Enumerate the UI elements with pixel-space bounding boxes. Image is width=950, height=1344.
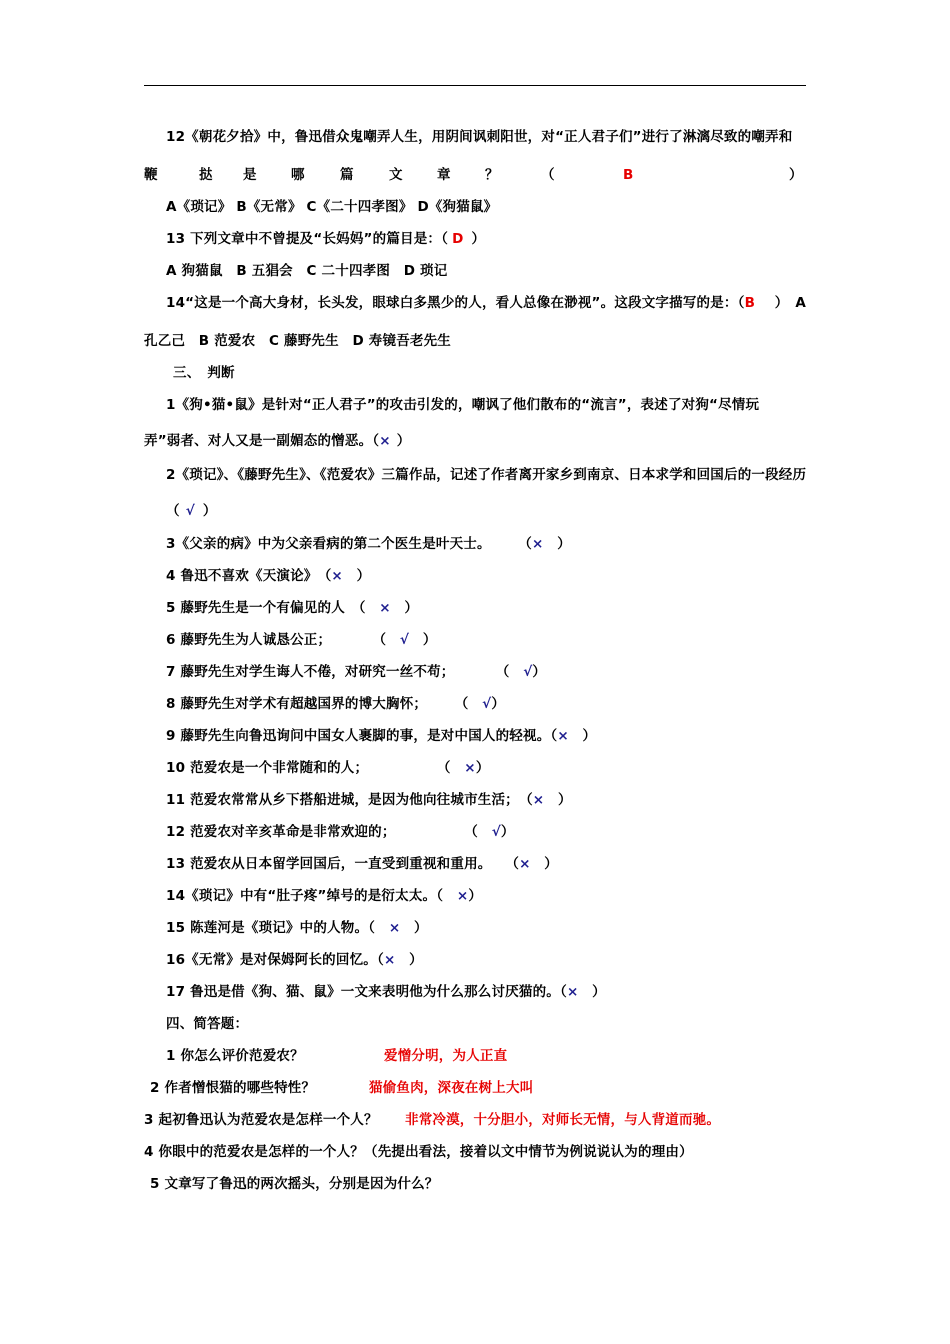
short-answer-3-answer: 非常冷漠，十分胆小，对师长无情，与人背道而驰。	[405, 1112, 721, 1128]
judgment-mark: ×	[532, 792, 545, 808]
judgment-close: ）	[390, 600, 419, 616]
judgment-open: （	[166, 503, 180, 519]
q12-char: 篇	[340, 167, 354, 183]
q14-answer: B	[744, 295, 756, 311]
q14-close: ） A	[774, 295, 806, 311]
judgment-text: 17 鲁迅是借《狗、猫、鼠》一文来表明他为什么那么讨厌猫的。（	[166, 984, 567, 1000]
q12-char: （	[541, 167, 555, 183]
judgment-item	[166, 759, 490, 777]
judgment-close: ）	[202, 503, 217, 519]
q12-options: A《琐记》 B《无常》 C《二十四孝图》 D《狗猫鼠》	[166, 199, 498, 215]
judgment-item	[166, 887, 482, 905]
judgment-mark: √	[491, 824, 501, 840]
q13-answer: D	[452, 231, 464, 247]
judgment-item	[166, 983, 606, 1001]
q12-char: 哪	[291, 167, 305, 183]
judgment-close: ）	[409, 632, 437, 648]
judgment-text: 14《琐记》中有“肚子疼”绰号的是衍太太。（	[166, 888, 457, 904]
short-answer-2-question: 2 作者憎恨猫的哪些特性？	[150, 1080, 316, 1096]
judgment-item	[166, 567, 370, 585]
header-rule	[144, 85, 806, 86]
judgment-close: ）	[475, 760, 490, 776]
judgment-close: ）	[500, 824, 515, 840]
judgment-mark: √	[185, 503, 195, 519]
judgment-item	[166, 791, 572, 809]
q13-close: ）	[471, 231, 486, 247]
q12-char: 文	[389, 167, 403, 183]
q14-options: 孔乙己 B 范爱农 C 藤野先生 D 寿镜吾老先生	[144, 333, 452, 349]
q12-answer: B	[623, 167, 634, 183]
judgment-mark: ×	[379, 600, 391, 616]
q13-options: A 狗猫鼠 B 五猖会 C 二十四孝图 D 琐记	[166, 263, 448, 279]
q12-close: ）	[789, 167, 803, 183]
judgment-item	[166, 727, 596, 745]
judgment-text: 9 藤野先生向鲁迅询问中国女人裹脚的事，是对中国人的轻视。（	[166, 728, 558, 744]
judgment-item	[166, 855, 558, 873]
judgment-1-line1: 1《狗•猫•鼠》是针对“正人君子”的攻击引发的，嘲讽了他们散布的“流言”，表述了对狗“尽情玩	[166, 397, 760, 413]
judgment-text: 5 藤野先生是一个有偏见的人 （	[166, 600, 380, 616]
judgment-2-line2	[166, 502, 217, 520]
short-answer-2-answer: 猫偷鱼肉，深夜在树上大叫	[369, 1080, 534, 1096]
judgment-mark: ×	[388, 920, 401, 936]
q12-line1: 12《朝花夕拾》中，鲁迅借众鬼嘲弄人生，用阴间讽刺阳世，对“正人君子们”进行了淋漓尽致的嘲弄和	[166, 129, 793, 145]
judgment-text: 16《无常》是对保姆阿长的回忆。（	[166, 952, 384, 968]
judgment-mark: √	[482, 696, 492, 712]
judgment-text: 8 藤野先生对学术有超越国界的博大胸怀； （	[166, 696, 483, 712]
judgment-mark: ×	[379, 433, 391, 449]
judgment-mark: √	[523, 664, 533, 680]
judgment-text: 3《父亲的病》中为父亲看病的第二个医生是叶天士。 （	[166, 536, 532, 552]
judgment-text: 15 陈莲河是《琐记》中的人物。（	[166, 920, 389, 936]
judgment-close: ）	[578, 984, 606, 1000]
judgment-item	[166, 535, 571, 553]
judgment-text: 6 藤野先生为人诚恳公正； （	[166, 632, 400, 648]
q13-text: 13 下列文章中不曾提及“长妈妈”的篇目是：（	[166, 231, 449, 247]
judgment-mark: ×	[464, 760, 476, 776]
judgment-close: ）	[568, 728, 597, 744]
judgment-text: 7 藤野先生对学生诲人不倦，对研究一丝不苟； （	[166, 664, 524, 680]
judgment-mark: ×	[519, 856, 531, 872]
judgment-text: 13 范爱农从日本留学回国后，一直受到重视和重用。 （	[166, 856, 520, 872]
q12-char: ？	[485, 167, 499, 183]
judgment-mark: ×	[532, 536, 544, 552]
short-answer-4-question: 4 你眼中的范爱农是怎样的一个人？（先提出看法，接着以文中情节为例说说认为的理由）	[144, 1144, 693, 1160]
q14-text: 14“这是一个高大身材，长头发，眼球白多黑少的人，看人总像在渺视”。这段文字描写的是：（	[166, 295, 745, 311]
short-answer-1-question: 1 你怎么评价范爱农？	[166, 1048, 304, 1064]
judgment-close: ）	[468, 888, 483, 904]
q12-char: 鞭	[144, 167, 158, 183]
q12-char: 挞	[199, 167, 213, 183]
section3-title: 三、 判断	[173, 365, 235, 381]
judgment-item	[166, 951, 423, 969]
judgment-item	[166, 823, 515, 841]
short-answer-5-question: 5 文章写了鲁迅的两次摇头，分别是因为什么？	[150, 1176, 439, 1192]
judgment-close: ）	[396, 433, 411, 449]
judgment-close: ）	[543, 536, 571, 552]
q14-line1	[166, 294, 806, 312]
judgment-2-line1: 2《琐记》、《藤野先生》、《范爱农》三篇作品，记述了作者离开家乡到南京、日本求学和回国后的一段经历	[166, 467, 807, 483]
judgment-item	[166, 631, 437, 649]
judgment-text: 11 范爱农常常从乡下搭船进城，是因为他向往城市生活； （	[166, 792, 533, 808]
q12-char: 是	[243, 167, 257, 183]
judgment-mark: √	[399, 632, 410, 648]
q12-char: 章	[437, 167, 451, 183]
judgment-close: ）	[491, 696, 506, 712]
judgment-close: ）	[532, 664, 547, 680]
judgment-mark: ×	[557, 728, 569, 744]
judgment-close: ）	[530, 856, 559, 872]
judgment-item	[166, 919, 428, 937]
judgment-1-line2	[144, 432, 410, 450]
judgment-text: 10 范爱农是一个非常随和的人； （	[166, 760, 465, 776]
judgment-mark: ×	[566, 984, 579, 1000]
judgment-item	[166, 599, 418, 617]
judgment-mark: ×	[331, 568, 343, 584]
judgment-mark: ×	[456, 888, 469, 904]
judgment-item	[166, 663, 546, 681]
short-answer-1-answer: 爱憎分明，为人正直	[384, 1048, 508, 1064]
q13	[166, 230, 485, 248]
judgment-mark: ×	[383, 952, 396, 968]
judgment-close: ）	[395, 952, 423, 968]
judgment-close: ）	[400, 920, 428, 936]
judgment-text: 12 范爱农对辛亥革命是非常欢迎的； （	[166, 824, 492, 840]
judgment-item	[166, 695, 505, 713]
judgment-text: 弄”弱者、对人又是一副媚态的憎恶。（	[144, 433, 380, 449]
judgment-close: ）	[544, 792, 572, 808]
judgment-close: ）	[342, 568, 371, 584]
section4-title: 四、简答题：	[166, 1016, 249, 1032]
short-answer-3-question: 3 起初鲁迅认为范爱农是怎样一个人？	[144, 1112, 378, 1128]
judgment-text: 4 鲁迅不喜欢《天演论》 （	[166, 568, 332, 584]
